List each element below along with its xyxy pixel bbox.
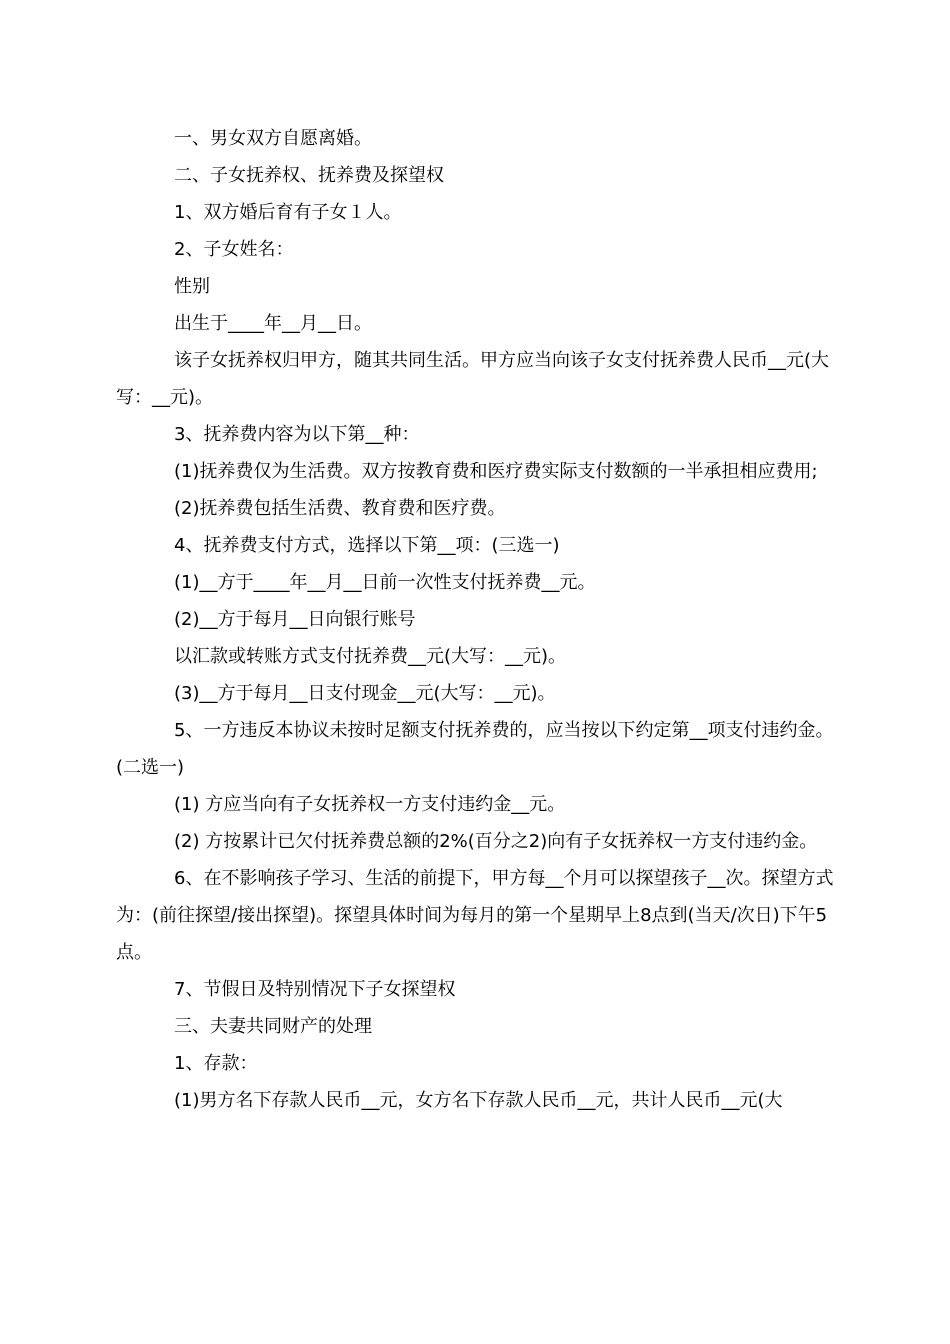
paragraph-support-content-heading: 3、抚养费内容为以下第__种： bbox=[174, 424, 420, 445]
paragraph-payment-method-heading: 4、抚养费支付方式，选择以下第__项：(三选一) bbox=[174, 535, 560, 556]
document-body bbox=[116, 120, 838, 1119]
paragraph-section-one: 一、男女双方自愿离婚。 bbox=[174, 128, 372, 149]
paragraph-payment-method-two: (2)__方于每月__日向银行账号 bbox=[174, 609, 416, 630]
paragraph-child-count: 1、双方婚后育有子女１人。 bbox=[174, 202, 402, 223]
paragraph-deposits-heading: 1、存款： bbox=[174, 1053, 258, 1074]
paragraph-section-two-heading: 二、子女抚养权、抚养费及探望权 bbox=[174, 165, 444, 186]
paragraph-holiday-visitation: 7、节假日及特别情况下子女探望权 bbox=[174, 979, 456, 1000]
paragraph-birth-date: 出生于____年__月__日。 bbox=[174, 313, 372, 334]
paragraph-child-name: 2、子女姓名： bbox=[174, 239, 294, 260]
paragraph-payment-method-three: (3)__方于每月__日支付现金__元(大写：__元)。 bbox=[174, 683, 556, 704]
paragraph-breach-option-two: (2) 方按累计已欠付抚养费总额的2%(百分之2)向有子女抚养权一方支付违约金。 bbox=[174, 831, 818, 852]
paragraph-breach-option-one: (1) 方应当向有子女抚养权一方支付违约金__元。 bbox=[174, 794, 566, 815]
paragraph-support-option-two: (2)抚养费包括生活费、教育费和医疗费。 bbox=[174, 498, 506, 519]
paragraph-support-option-one: (1)抚养费仅为生活费。双方按教育费和医疗费实际支付数额的一半承担相应费用; bbox=[174, 461, 818, 482]
paragraph-section-three-heading: 三、夫妻共同财产的处理 bbox=[174, 1016, 372, 1037]
paragraph-payment-method-one: (1)__方于____年__月__日前一次性支付抚养费__元。 bbox=[174, 572, 596, 593]
paragraph-deposits-detail: (1)男方名下存款人民币__元，女方名下存款人民币__元，共计人民币__元(大 bbox=[174, 1090, 783, 1111]
paragraph-gender: 性别 bbox=[174, 276, 210, 297]
paragraph-payment-method-two-continued: 以汇款或转账方式支付抚养费__元(大写：__元)。 bbox=[174, 646, 567, 667]
paragraph-custody-support: 该子女抚养权归甲方，随其共同生活。甲方应当向该子女支付抚养费人民币__元(大写：__元)。 bbox=[116, 350, 830, 408]
paragraph-visitation-rights: 6、在不影响孩子学习、生活的前提下，甲方每__个月可以探望孩子__次。探望方式为：(前往探望/接出探望)。探望具体时间为每月的第一个星期早上8点到(当天/次日)下午5点。 bbox=[116, 868, 834, 963]
paragraph-breach-penalty: 5、一方违反本协议未按时足额支付抚养费的，应当按以下约定第__项支付违约金。(二选一) bbox=[116, 720, 834, 778]
